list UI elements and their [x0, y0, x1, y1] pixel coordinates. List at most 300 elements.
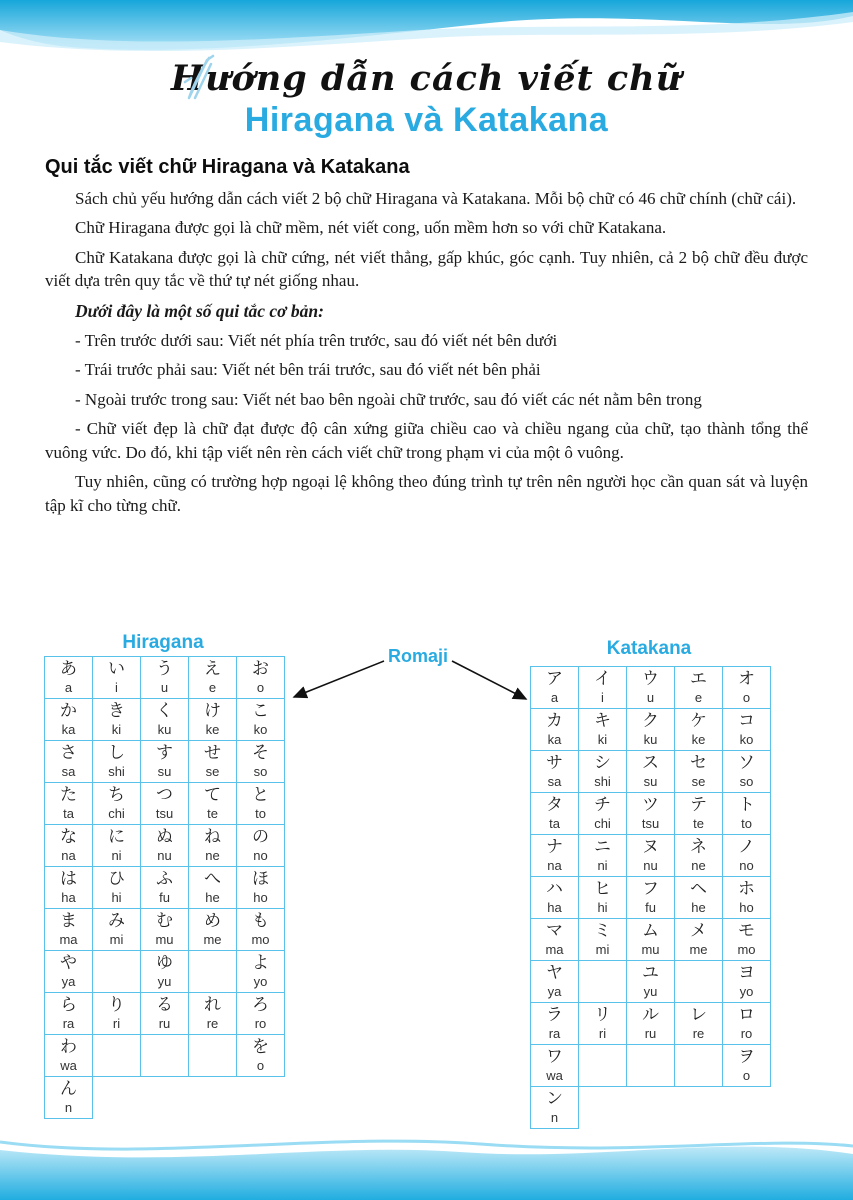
- romaji-text: sa: [61, 764, 76, 779]
- kana-cell: [579, 877, 627, 919]
- kana-cell: [675, 751, 723, 793]
- kana-cell: [141, 867, 189, 909]
- rule-balanced-writing: - Chữ viết đẹp là chữ đạt được độ cân xứng giữa chiều cao và chiều ngang của chữ, tạo thành tổng thể vuông vức. Do đó, khi tập viết nên rèn cách viết chữ trong phạm vi của một ô vuông.: [45, 419, 808, 462]
- kana-char: タ: [546, 795, 563, 815]
- romaji-text: ki: [597, 732, 608, 747]
- kana-cell: [237, 657, 285, 699]
- romaji-text: ne: [205, 848, 220, 863]
- kana-row: [531, 793, 771, 835]
- romaji-text: ta: [63, 806, 74, 821]
- romaji-text: he: [691, 900, 706, 915]
- kana-char: る: [156, 995, 173, 1015]
- kana-char: ウ: [642, 669, 659, 689]
- kana-row: [45, 909, 285, 951]
- romaji-text: nu: [643, 858, 658, 873]
- kana-char: オ: [738, 669, 755, 689]
- kana-char: お: [252, 659, 269, 679]
- kana-row: [45, 657, 285, 699]
- kana-cell: [93, 909, 141, 951]
- romaji-text: ka: [61, 722, 76, 737]
- kana-cell: [675, 709, 723, 751]
- kana-row: [531, 877, 771, 919]
- kana-cell: [141, 951, 189, 993]
- kana-cell: [531, 835, 579, 877]
- kana-row: [45, 993, 285, 1035]
- kana-char: ナ: [546, 837, 563, 857]
- kana-char: ヲ: [738, 1047, 755, 1067]
- kana-char: ち: [108, 785, 125, 805]
- kana-cell: [93, 699, 141, 741]
- kana-cell: [237, 951, 285, 993]
- kana-cell: [45, 951, 93, 993]
- romaji-text: no: [253, 848, 268, 863]
- rule-left-before-right: - Trái trước phải sau: Viết nét bên trái trước, sau đó viết nét bên phải: [75, 360, 541, 380]
- kana-cell: [531, 793, 579, 835]
- kana-cell: [141, 783, 189, 825]
- romaji-text: i: [601, 690, 604, 705]
- romaji-text: mo: [251, 932, 270, 947]
- kana-cell: [93, 825, 141, 867]
- kana-char: ネ: [690, 837, 707, 857]
- kana-char: ま: [60, 911, 77, 931]
- kana-char: エ: [690, 669, 707, 689]
- romaji-text: ko: [253, 722, 268, 737]
- kana-char: め: [204, 911, 221, 931]
- kana-char: ト: [738, 795, 755, 815]
- kana-char: せ: [204, 743, 221, 763]
- kana-cell: [675, 1045, 723, 1087]
- closing-paragraph: Tuy nhiên, cũng có trường hợp ngoại lệ không theo đúng trình tự trên nên người học cần quan sát và luyện tập kĩ cho từng chữ.: [45, 472, 808, 515]
- kana-char: ル: [642, 1005, 659, 1025]
- romaji-text: chi: [108, 806, 125, 821]
- romaji-text: ni: [597, 858, 608, 873]
- romaji-text: me: [203, 932, 222, 947]
- kana-cell: [723, 751, 771, 793]
- kana-char: ノ: [738, 837, 755, 857]
- kana-cell: [531, 961, 579, 1003]
- kana-char: ん: [60, 1079, 77, 1099]
- romaji-text: ko: [739, 732, 754, 747]
- kana-char: こ: [252, 701, 269, 721]
- kana-char: ツ: [642, 795, 659, 815]
- kana-cell: [627, 919, 675, 961]
- romaji-text: ke: [205, 722, 220, 737]
- romaji-text: nu: [157, 848, 172, 863]
- kana-row: [45, 783, 285, 825]
- romaji-text: no: [739, 858, 754, 873]
- romaji-text: chi: [594, 816, 611, 831]
- kana-char: ン: [546, 1089, 563, 1109]
- kana-char: ハ: [546, 879, 563, 899]
- kana-row: [531, 1087, 771, 1129]
- kana-char: ア: [546, 669, 563, 689]
- kana-cell: [141, 909, 189, 951]
- romaji-text: ha: [61, 890, 76, 905]
- kana-cell: [579, 667, 627, 709]
- kana-row: [531, 1045, 771, 1087]
- kana-char: や: [60, 953, 77, 973]
- romaji-text: te: [693, 816, 704, 831]
- kana-cell: [141, 1077, 189, 1119]
- kana-cell: [93, 951, 141, 993]
- rule-top-before-bottom: - Trên trước dưới sau: Viết nét phía trên trước, sau đó viết nét bên dưới: [75, 330, 558, 350]
- kana-cell: [531, 1045, 579, 1087]
- top-wave-graphic: [0, 0, 853, 64]
- kana-cell: [579, 751, 627, 793]
- kana-cell: [189, 783, 237, 825]
- romaji-text: ho: [739, 900, 754, 915]
- kana-char: チ: [594, 795, 611, 815]
- kana-char: か: [60, 701, 77, 721]
- romaji-text: mi: [109, 932, 124, 947]
- kana-row: [45, 699, 285, 741]
- kana-cell: [627, 1045, 675, 1087]
- kana-cell: [189, 993, 237, 1035]
- romaji-text: n: [550, 1110, 559, 1125]
- kana-row: [45, 951, 285, 993]
- romaji-text: fu: [159, 890, 170, 905]
- kana-cell: [45, 699, 93, 741]
- romaji-text: ha: [547, 900, 562, 915]
- paragraph-hiragana: Chữ Hiragana được gọi là chữ mềm, nét viết cong, uốn mềm hơn so với chữ Katakana.: [75, 218, 667, 238]
- kana-cell: [93, 867, 141, 909]
- kana-char: ス: [642, 753, 659, 773]
- romaji-text: wa: [546, 1068, 563, 1083]
- kana-cell: [45, 867, 93, 909]
- kana-charts-section: [0, 630, 853, 1160]
- kana-char: も: [252, 911, 269, 931]
- kana-char: リ: [594, 1005, 611, 1025]
- kana-char: み: [108, 911, 125, 931]
- kana-char: え: [204, 659, 221, 679]
- kana-char: サ: [546, 753, 563, 773]
- hiragana-chart-label: Hiragana: [122, 632, 204, 653]
- romaji-text: ma: [59, 932, 78, 947]
- kana-char: メ: [690, 921, 707, 941]
- kana-cell: [189, 867, 237, 909]
- kana-cell: [93, 657, 141, 699]
- romaji-text: ka: [547, 732, 562, 747]
- kana-cell: [141, 657, 189, 699]
- kana-cell: [627, 961, 675, 1003]
- kana-row: [45, 825, 285, 867]
- kana-char: う: [156, 659, 173, 679]
- romaji-text: mo: [737, 942, 756, 957]
- kana-char: し: [108, 743, 125, 763]
- romaji-text: ro: [254, 1016, 267, 1031]
- romaji-label: Romaji: [387, 646, 448, 666]
- kana-cell: [627, 793, 675, 835]
- kana-cell: [45, 1035, 93, 1077]
- kana-cell: [141, 699, 189, 741]
- kana-cell: [675, 961, 723, 1003]
- kana-cell: [237, 783, 285, 825]
- kana-row: [45, 1035, 285, 1077]
- romaji-text: ne: [691, 858, 706, 873]
- kana-row: [531, 919, 771, 961]
- kana-char: セ: [690, 753, 707, 773]
- romaji-text: e: [208, 680, 217, 695]
- romaji-text: ri: [598, 1026, 607, 1041]
- romaji-text: hi: [597, 900, 608, 915]
- kana-cell: [627, 709, 675, 751]
- top-wave-decoration: [0, 0, 853, 64]
- section-heading: Qui tắc viết chữ Hiragana và Katakana: [45, 156, 410, 178]
- kana-cell: [627, 667, 675, 709]
- kana-cell: [93, 1077, 141, 1119]
- kana-cell: [723, 961, 771, 1003]
- romaji-text: o: [742, 1068, 751, 1083]
- kana-row: [531, 709, 771, 751]
- kana-char: モ: [738, 921, 755, 941]
- romaji-text: ke: [691, 732, 706, 747]
- kana-cell: [531, 751, 579, 793]
- romaji-text: wa: [60, 1058, 77, 1073]
- kana-cell: [45, 909, 93, 951]
- romaji-text: o: [256, 680, 265, 695]
- kana-char: む: [156, 911, 173, 931]
- kana-char: の: [252, 827, 269, 847]
- kana-char: な: [60, 827, 77, 847]
- kana-cell: [141, 993, 189, 1035]
- arrow-to-katakana: [452, 661, 526, 699]
- kana-char: は: [60, 869, 77, 889]
- romaji-text: se: [691, 774, 706, 789]
- kana-char: と: [252, 785, 269, 805]
- paragraph-katakana: Chữ Katakana được gọi là chữ cứng, nét viết thẳng, gấp khúc, góc cạnh. Tuy nhiên, cả 2 bộ chữ đều được viết dựa trên quy tắc về thứ tự nét giống nhau.: [45, 247, 808, 291]
- romaji-text: su: [643, 774, 658, 789]
- kana-char: た: [60, 785, 77, 805]
- kana-char: ム: [642, 921, 659, 941]
- romaji-text: se: [205, 764, 220, 779]
- romaji-text: a: [550, 690, 559, 705]
- romaji-text: ya: [547, 984, 562, 999]
- kana-cell: [189, 657, 237, 699]
- romaji-text: me: [689, 942, 708, 957]
- kana-char: れ: [204, 995, 221, 1015]
- kana-char: ク: [642, 711, 659, 731]
- katakana-chart-label: Katakana: [606, 638, 692, 659]
- text-column: [45, 58, 808, 523]
- kana-char: ヤ: [546, 963, 563, 983]
- romaji-text: shi: [594, 774, 611, 789]
- kana-cell: [723, 709, 771, 751]
- romaji-text: ku: [643, 732, 658, 747]
- kana-cell: [189, 1077, 237, 1119]
- kana-cell: [531, 667, 579, 709]
- romaji-text: yu: [157, 974, 172, 989]
- kana-cell: [627, 835, 675, 877]
- kana-char: レ: [690, 1005, 707, 1025]
- kana-char: ぬ: [156, 827, 173, 847]
- romaji-text: i: [115, 680, 118, 695]
- kana-cell: [579, 919, 627, 961]
- kana-cell: [237, 867, 285, 909]
- kana-char: へ: [204, 869, 221, 889]
- kana-row: [45, 867, 285, 909]
- kana-char: そ: [252, 743, 269, 763]
- kana-char: け: [204, 701, 221, 721]
- romaji-text: he: [205, 890, 220, 905]
- kana-cell: [531, 1003, 579, 1045]
- kana-cell: [723, 793, 771, 835]
- kana-cell: [627, 751, 675, 793]
- romaji-text: ya: [61, 974, 76, 989]
- romaji-text: mi: [595, 942, 610, 957]
- kana-char: ヒ: [594, 879, 611, 899]
- paragraph-intro: Sách chủ yếu hướng dẫn cách viết 2 bộ chữ Hiragana và Katakana. Mỗi bộ chữ có 46 chữ chính (chữ cái).: [75, 189, 797, 208]
- romaji-text: fu: [645, 900, 656, 915]
- kana-cell: [189, 699, 237, 741]
- kana-char: イ: [594, 669, 611, 689]
- hiragana-table: [44, 656, 285, 1119]
- romaji-text: to: [255, 806, 266, 821]
- kana-char: ケ: [690, 711, 707, 731]
- kana-cell: [675, 793, 723, 835]
- romaji-text: yo: [739, 984, 754, 999]
- kana-row: [45, 1077, 285, 1119]
- kana-char: さ: [60, 743, 77, 763]
- romaji-text: ta: [549, 816, 560, 831]
- kana-cell: [189, 951, 237, 993]
- romaji-text: e: [694, 690, 703, 705]
- kana-cell: [627, 877, 675, 919]
- kana-cell: [237, 993, 285, 1035]
- romaji-text: ro: [740, 1026, 753, 1041]
- kana-char: テ: [690, 795, 707, 815]
- romaji-text: n: [64, 1100, 73, 1115]
- romaji-text: tsu: [155, 806, 174, 821]
- romaji-text: su: [157, 764, 172, 779]
- kana-char: ユ: [642, 963, 659, 983]
- kana-char: ラ: [546, 1005, 563, 1025]
- romaji-text: na: [61, 848, 76, 863]
- romaji-text: to: [741, 816, 752, 831]
- kana-cell: [723, 1045, 771, 1087]
- kana-cell: [93, 783, 141, 825]
- kana-cell: [723, 835, 771, 877]
- kana-row: [531, 751, 771, 793]
- kana-char: に: [108, 827, 125, 847]
- romaji-text: hi: [111, 890, 122, 905]
- kana-cell: [531, 1087, 579, 1129]
- romaji-text: re: [206, 1016, 219, 1031]
- kana-cell: [189, 741, 237, 783]
- kana-row: [531, 1003, 771, 1045]
- romaji-text: shi: [108, 764, 125, 779]
- kana-char: ニ: [594, 837, 611, 857]
- kana-cell: [45, 1077, 93, 1119]
- romaji-text: ni: [111, 848, 122, 863]
- title-row: [45, 58, 808, 99]
- kana-cell: [531, 709, 579, 751]
- kana-char: ひ: [108, 869, 125, 889]
- kana-char: キ: [594, 711, 611, 731]
- romaji-text: sa: [547, 774, 562, 789]
- kana-cell: [237, 909, 285, 951]
- kana-char: い: [108, 659, 125, 679]
- kana-cell: [675, 1003, 723, 1045]
- kana-cell: [93, 993, 141, 1035]
- kana-char: ヘ: [690, 879, 707, 899]
- kana-char: す: [156, 743, 173, 763]
- kana-row: [531, 667, 771, 709]
- kana-cell: [675, 919, 723, 961]
- kana-cell: [531, 919, 579, 961]
- romaji-text: so: [739, 774, 754, 789]
- kana-cell: [531, 877, 579, 919]
- rules-intro: Dưới đây là một số qui tắc cơ bản:: [75, 300, 324, 321]
- kana-char: ミ: [594, 921, 611, 941]
- romaji-text: ra: [548, 1026, 561, 1041]
- kana-cell: [579, 793, 627, 835]
- kana-cell: [45, 993, 93, 1035]
- kana-cell: [627, 1003, 675, 1045]
- kana-char: く: [156, 701, 173, 721]
- romaji-text: mu: [641, 942, 660, 957]
- kana-cell: [675, 835, 723, 877]
- romaji-text: u: [646, 690, 655, 705]
- kana-cell: [723, 1003, 771, 1045]
- kana-cell: [141, 825, 189, 867]
- romaji-text: ho: [253, 890, 268, 905]
- kana-cell: [237, 825, 285, 867]
- romaji-text: na: [547, 858, 562, 873]
- kana-row: [45, 741, 285, 783]
- romaji-text: ra: [62, 1016, 75, 1031]
- kana-char: て: [204, 785, 221, 805]
- kana-char: ヌ: [642, 837, 659, 857]
- katakana-table: [530, 666, 771, 1129]
- kana-cell: [723, 877, 771, 919]
- pen-doodle-icon: [177, 52, 219, 102]
- kana-cell: [237, 741, 285, 783]
- kana-char: を: [252, 1037, 269, 1057]
- kana-char: ほ: [252, 869, 269, 889]
- romaji-text: ma: [545, 942, 564, 957]
- romaji-text: so: [253, 764, 268, 779]
- romaji-text: re: [692, 1026, 705, 1041]
- kana-char: ふ: [156, 869, 173, 889]
- romaji-text: ku: [157, 722, 172, 737]
- kana-char: ロ: [738, 1005, 755, 1025]
- kana-cell: [579, 1087, 627, 1129]
- kana-cell: [45, 657, 93, 699]
- kana-cell: [723, 919, 771, 961]
- kana-char: ゆ: [156, 953, 173, 973]
- romaji-text: ru: [644, 1026, 657, 1041]
- kana-char: コ: [738, 711, 755, 731]
- romaji-text: te: [207, 806, 218, 821]
- kana-cell: [579, 709, 627, 751]
- kana-cell: [237, 699, 285, 741]
- romaji-arrows: [270, 655, 550, 710]
- kana-cell: [723, 667, 771, 709]
- kana-char: わ: [60, 1037, 77, 1057]
- kana-char: ら: [60, 995, 77, 1015]
- kana-char: ね: [204, 827, 221, 847]
- main-title: Hiragana và Katakana: [244, 101, 609, 139]
- kana-cell: [237, 1077, 285, 1119]
- romaji-text: mu: [155, 932, 174, 947]
- kana-row: [531, 835, 771, 877]
- kana-cell: [237, 1035, 285, 1077]
- romaji-text: ri: [112, 1016, 121, 1031]
- kana-char: ホ: [738, 879, 755, 899]
- kana-cell: [579, 1003, 627, 1045]
- kana-char: ろ: [252, 995, 269, 1015]
- kana-cell: [675, 667, 723, 709]
